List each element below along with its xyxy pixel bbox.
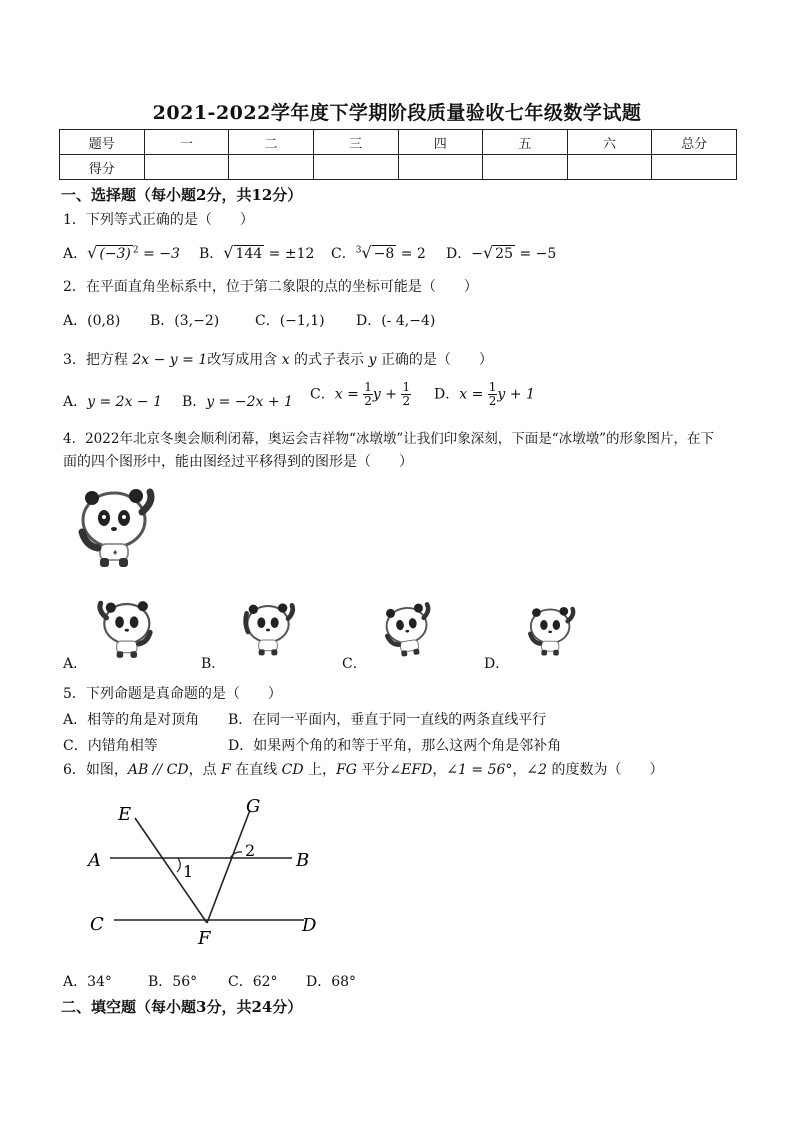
score-value-row (60, 155, 737, 180)
mascot-original-image (72, 482, 162, 570)
q2-option-a: A．(0,8) (63, 313, 121, 329)
section-heading-1: 一、选择题（每小题2分，共12分） (61, 186, 303, 204)
label-angle-2: 2 (245, 841, 256, 860)
q5-option-a: A．相等的角是对顶角 (63, 712, 200, 728)
section-heading-2: 二、填空题（每小题3分，共24分） (61, 998, 303, 1016)
q4-option-b: B． (201, 656, 226, 672)
q3-option-b: B．y = −2x + 1 (182, 394, 293, 410)
score-input-cell[interactable] (398, 155, 483, 180)
score-table (59, 129, 737, 180)
score-input-cell[interactable] (313, 155, 398, 180)
score-input-cell[interactable] (483, 155, 568, 180)
label-g: G (246, 796, 261, 817)
label-c: C (90, 914, 104, 935)
label-a: A (88, 850, 101, 871)
q6-option-a: A．34° (63, 974, 112, 990)
label-b: B (296, 850, 310, 871)
q1-option-a: A．√ (−3) $^2$ = −3 (63, 243, 180, 262)
score-cell: 二 (229, 130, 314, 155)
q2-option-d: D．(- 4,−4) (356, 313, 436, 329)
q1-stem: 1．下列等式正确的是（ ） (63, 212, 254, 228)
q6-option-b: B．56° (148, 974, 198, 990)
q1-option-d: D．−√ 25 = −5 (446, 243, 557, 262)
q1-option-b: B．√ 144 = ±12 (199, 243, 315, 262)
q4-option-d: D． (484, 656, 510, 672)
score-cell: 四 (398, 130, 483, 155)
q5-stem: 5．下列命题是真命题的是（ ） (63, 686, 282, 702)
q6-stem: 6．如图，AB // CD，点 F 在直线 CD 上，FG 平分∠EFD，∠1 = 56°，∠2 的度数为（ ） (63, 762, 664, 778)
label-angle-1: 1 (183, 862, 194, 881)
score-cell: 六 (567, 130, 652, 155)
q1-option-c: C．$^3$√ −8 = 2 (331, 243, 426, 262)
line-ef (135, 818, 207, 923)
score-header-row (60, 130, 737, 155)
score-cell: 得分 (60, 155, 145, 180)
line-fg (207, 810, 250, 923)
score-cell: 总分 (652, 130, 737, 155)
q6-option-c: C．62° (228, 974, 278, 990)
label-f: F (198, 928, 211, 949)
q4-option-c: C． (342, 656, 367, 672)
score-input-cell[interactable] (652, 155, 737, 180)
q5-option-c: C．内错角相等 (63, 738, 158, 754)
q2-stem: 2．在平面直角坐标系中，位于第二象限的点的坐标可能是（ ） (63, 279, 478, 295)
q4-stem-line1: 4．2022年北京冬奥会顺利闭幕，奥运会吉祥物“冰墩墩”让我们印象深刻，下面是“冰墩墩”的形象图片，在下 (63, 431, 715, 447)
q4-option-a: A． (63, 656, 88, 672)
mascot-option-c-image (380, 598, 438, 660)
score-cell: 题号 (60, 130, 145, 155)
score-cell: 一 (144, 130, 229, 155)
angle-1-arc (177, 858, 180, 872)
q6-option-d: D．68° (306, 974, 357, 990)
mascot-option-d-image (524, 600, 580, 660)
page-title: 2021-2022学年度下学期阶段质量验收七年级数学试题 (152, 102, 642, 124)
q3-stem: 3．把方程 2x − y = 1改写成用含 x 的式子表示 y 正确的是（ ） (63, 352, 493, 368)
svg-text:♦: ♦ (112, 549, 119, 557)
score-input-cell[interactable] (567, 155, 652, 180)
q2-option-b: B．(3,−2) (150, 313, 220, 329)
q5-option-d: D．如果两个角的和等于平角，那么这两个角是邻补角 (228, 738, 562, 754)
q6-geometry-diagram (80, 790, 340, 950)
q5-option-b: B．在同一平面内，垂直于同一直线的两条直线平行 (228, 712, 547, 728)
mascot-option-a-image (96, 596, 162, 660)
q3-option-d: D．x = $\frac{1}{2}$ y + 1 (434, 380, 535, 408)
score-input-cell[interactable] (229, 155, 314, 180)
mascot-option-b-image (240, 596, 300, 660)
score-cell: 三 (313, 130, 398, 155)
q3-option-a: A．y = 2x − 1 (63, 394, 163, 410)
label-e: E (118, 804, 132, 825)
q3-option-c: C．x = $\frac{1}{2}$ y + $\frac{1}{2}$ (310, 380, 411, 408)
score-input-cell[interactable] (144, 155, 229, 180)
q4-stem-line2: 面的四个图形中，能由图经过平移得到的图形是（ ） (63, 454, 413, 470)
score-cell: 五 (483, 130, 568, 155)
label-d: D (302, 915, 317, 936)
q2-option-c: C．(−1,1) (255, 313, 325, 329)
